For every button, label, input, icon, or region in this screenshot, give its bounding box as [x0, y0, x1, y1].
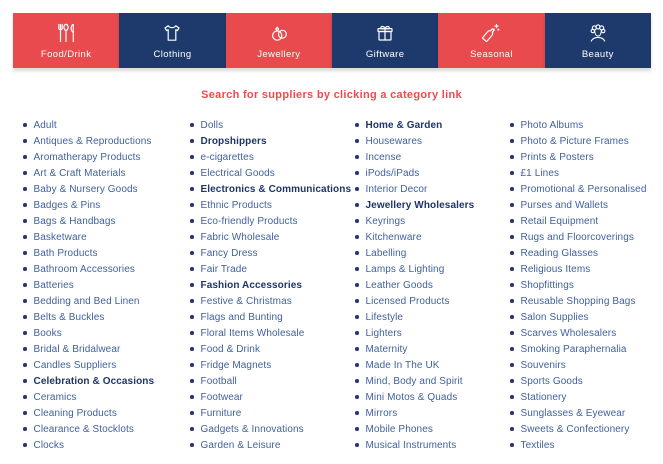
category-link-label: Reusable Shopping Bags — [520, 295, 636, 307]
category-link-label: Jewellery Wholesalers — [365, 199, 475, 211]
beauty-icon — [585, 21, 611, 45]
category-link-home-garden[interactable] — [355, 117, 500, 133]
bullet-icon — [23, 123, 27, 127]
category-link-salon-supplies[interactable] — [510, 309, 653, 325]
category-column-1 — [13, 117, 180, 453]
tab-jewellery[interactable] — [226, 13, 332, 68]
bullet-icon — [355, 267, 359, 271]
category-link-label: Promotional & Personalised — [520, 183, 647, 195]
bullet-icon — [190, 139, 194, 143]
category-link-food-drink[interactable] — [190, 341, 345, 357]
bullet-icon — [23, 299, 27, 303]
category-link-label: Reading Glasses — [520, 247, 599, 259]
category-link-label: Musical Instruments — [365, 439, 457, 451]
seasonal-icon — [478, 21, 504, 45]
category-link-label: Mini Motos & Quads — [365, 391, 458, 403]
category-link-licensed-products[interactable] — [355, 293, 500, 309]
category-link-keyrings[interactable] — [355, 213, 500, 229]
bullet-icon — [190, 219, 194, 223]
category-link-mini-motos-quads[interactable] — [355, 389, 500, 405]
category-tab-bar — [13, 13, 651, 68]
category-link-bridal-bridalwear[interactable] — [23, 341, 180, 357]
category-link-fair-trade[interactable] — [190, 261, 345, 277]
bullet-icon — [510, 395, 514, 399]
category-link-bathroom-accessories[interactable] — [23, 261, 180, 277]
category-link-musical-instruments[interactable] — [355, 437, 500, 453]
bullet-icon — [190, 123, 194, 127]
category-link-label: Fabric Wholesale — [200, 231, 280, 243]
category-link-smoking-paraphernalia[interactable] — [510, 341, 653, 357]
category-link-sports-goods[interactable] — [510, 373, 653, 389]
category-link-electrical-goods[interactable] — [190, 165, 345, 181]
bullet-icon — [355, 427, 359, 431]
category-link-stationery[interactable] — [510, 389, 653, 405]
bullet-icon — [355, 155, 359, 159]
category-link-label: Photo & Picture Frames — [520, 135, 629, 147]
category-link-mirrors[interactable] — [355, 405, 500, 421]
bullet-icon — [190, 363, 194, 367]
category-link-label: Mirrors — [365, 407, 398, 419]
bullet-icon — [23, 219, 27, 223]
bullet-icon — [23, 235, 27, 239]
category-link-sweets-confectionery[interactable] — [510, 421, 653, 437]
category-link-label: Candles Suppliers — [33, 359, 117, 371]
category-link-label: Interior Decor — [365, 183, 428, 195]
clothing-icon — [159, 21, 185, 45]
category-link-art-craft-materials[interactable] — [23, 165, 180, 181]
category-link-floral-items-wholesale[interactable] — [190, 325, 345, 341]
bullet-icon — [190, 443, 194, 447]
bullet-icon — [23, 251, 27, 255]
bullet-icon — [190, 379, 194, 383]
category-link-label: Mobile Phones — [365, 423, 433, 435]
bullet-icon — [510, 155, 514, 159]
bullet-icon — [190, 299, 194, 303]
category-link-label: Religious Items — [520, 263, 591, 275]
category-link-labelling[interactable] — [355, 245, 500, 261]
bullet-icon — [510, 283, 514, 287]
category-link-candles-suppliers[interactable] — [23, 357, 180, 373]
category-link-label: Clocks — [33, 439, 65, 451]
category-link-clocks[interactable] — [23, 437, 180, 453]
category-link-label: Bath Products — [33, 247, 98, 259]
category-link-mobile-phones[interactable] — [355, 421, 500, 437]
bullet-icon — [510, 331, 514, 335]
bullet-icon — [190, 187, 194, 191]
category-link-label: Floral Items Wholesale — [200, 327, 305, 339]
category-link-label: Dropshippers — [200, 135, 267, 147]
category-link-dropshippers[interactable] — [190, 133, 345, 149]
category-link-dolls[interactable] — [190, 117, 345, 133]
category-link-fridge-magnets[interactable] — [190, 357, 345, 373]
bullet-icon — [355, 123, 359, 127]
category-link-interior-decor[interactable] — [355, 181, 500, 197]
bullet-icon — [510, 139, 514, 143]
category-link-flags-and-bunting[interactable] — [190, 309, 345, 325]
category-link-label: Fashion Accessories — [200, 279, 303, 291]
category-link-bags-handbags[interactable] — [23, 213, 180, 229]
category-link-eco-friendly-products[interactable] — [190, 213, 345, 229]
tab-beauty[interactable] — [545, 13, 651, 68]
bullet-icon — [23, 203, 27, 207]
category-link-label: Fridge Magnets — [200, 359, 272, 371]
tab-label: Giftware — [365, 49, 405, 61]
category-link-mind-body-and-spirit[interactable] — [355, 373, 500, 389]
bullet-icon — [190, 251, 194, 255]
category-link-label: Made In The UK — [365, 359, 440, 371]
bullet-icon — [23, 427, 27, 431]
tab-clothing[interactable] — [119, 13, 225, 68]
category-link-aromatherapy-products[interactable] — [23, 149, 180, 165]
page-title: Search for suppliers by clicking a category link — [201, 89, 462, 101]
bullet-icon — [190, 171, 194, 175]
category-link-promotional-personalised[interactable] — [510, 181, 653, 197]
category-link-label: Licensed Products — [365, 295, 450, 307]
bullet-icon — [190, 411, 194, 415]
category-link-jewellery-wholesalers[interactable] — [355, 197, 500, 213]
category-link-reusable-shopping-bags[interactable] — [510, 293, 653, 309]
category-link-festive-christmas[interactable] — [190, 293, 345, 309]
bullet-icon — [23, 347, 27, 351]
category-link-made-in-the-uk[interactable] — [355, 357, 500, 373]
category-link-label: e-cigarettes — [200, 151, 254, 163]
category-link-ipods-ipads[interactable] — [355, 165, 500, 181]
category-link-maternity[interactable] — [355, 341, 500, 357]
category-link-e-cigarettes[interactable] — [190, 149, 345, 165]
category-link-label: Fair Trade — [200, 263, 248, 275]
category-link-textiles[interactable] — [510, 437, 653, 453]
category-link-label: Sports Goods — [520, 375, 583, 387]
bullet-icon — [355, 139, 359, 143]
category-link-cleaning-products[interactable] — [23, 405, 180, 421]
category-link-label: Art & Craft Materials — [33, 167, 126, 179]
category-link-label: Smoking Paraphernalia — [520, 343, 627, 355]
category-link-basketware[interactable] — [23, 229, 180, 245]
bullet-icon — [355, 315, 359, 319]
bullet-icon — [510, 187, 514, 191]
category-column-4 — [500, 117, 653, 453]
category-link-label: Incense — [365, 151, 402, 163]
category-link-label: Bridal & Bridalwear — [33, 343, 121, 355]
bullet-icon — [23, 139, 27, 143]
tab-food-drink[interactable] — [13, 13, 119, 68]
category-link-label: Maternity — [365, 343, 408, 355]
category-link-label: Food & Drink — [200, 343, 261, 355]
category-link-lighters[interactable] — [355, 325, 500, 341]
category-link-antiques-reproductions[interactable] — [23, 133, 180, 149]
bullet-icon — [355, 443, 359, 447]
category-link-kitchenware[interactable] — [355, 229, 500, 245]
category-link-label: Lighters — [365, 327, 402, 339]
category-link-label: Sweets & Confectionery — [520, 423, 630, 435]
tab-label: Food/Drink — [40, 49, 92, 61]
category-link-label: £1 Lines — [520, 167, 560, 179]
category-link-label: Purses and Wallets — [520, 199, 609, 211]
category-link-label: Footwear — [200, 391, 243, 403]
category-link-label: Housewares — [365, 135, 423, 147]
category-link-ethnic-products[interactable] — [190, 197, 345, 213]
category-link-incense[interactable] — [355, 149, 500, 165]
bullet-icon — [190, 283, 194, 287]
category-link-label: Fancy Dress — [200, 247, 258, 259]
bullet-icon — [190, 203, 194, 207]
bullet-icon — [190, 331, 194, 335]
category-link-label: Aromatherapy Products — [33, 151, 141, 163]
bullet-icon — [510, 171, 514, 175]
bullet-icon — [510, 267, 514, 271]
bullet-icon — [510, 251, 514, 255]
giftware-icon — [372, 21, 398, 45]
category-link-books[interactable] — [23, 325, 180, 341]
category-link-label: Celebration & Occasions — [33, 375, 155, 387]
category-link-religious-items[interactable] — [510, 261, 653, 277]
category-link-football[interactable] — [190, 373, 345, 389]
category-link-label: Gadgets & Innovations — [200, 423, 304, 435]
category-link-fancy-dress[interactable] — [190, 245, 345, 261]
category-link-label: Textiles — [520, 439, 555, 451]
bullet-icon — [23, 155, 27, 159]
category-link-label: Dolls — [200, 119, 224, 131]
category-link-label: Souvenirs — [520, 359, 566, 371]
bullet-icon — [510, 443, 514, 447]
category-link-purses-and-wallets[interactable] — [510, 197, 653, 213]
bullet-icon — [23, 395, 27, 399]
category-link-label: Antiques & Reproductions — [33, 135, 152, 147]
tab-label: Clothing — [153, 49, 192, 61]
bullet-icon — [510, 203, 514, 207]
category-link-prints-posters[interactable] — [510, 149, 653, 165]
category-link-souvenirs[interactable] — [510, 357, 653, 373]
category-link-shopfittings[interactable] — [510, 277, 653, 293]
bullet-icon — [190, 235, 194, 239]
category-link-bath-products[interactable] — [23, 245, 180, 261]
category-link-label: Football — [200, 375, 237, 387]
category-link-celebration-occasions[interactable] — [23, 373, 180, 389]
bullet-icon — [23, 331, 27, 335]
bullet-icon — [510, 123, 514, 127]
bullet-icon — [23, 187, 27, 191]
category-link-label: Clearance & Stocklots — [33, 423, 134, 435]
category-link-label: Home & Garden — [365, 119, 443, 131]
category-link-label: Leather Goods — [365, 279, 433, 291]
category-link-label: Books — [33, 327, 62, 339]
bullet-icon — [190, 395, 194, 399]
category-link-batteries[interactable] — [23, 277, 180, 293]
category-link-clearance-stocklots[interactable] — [23, 421, 180, 437]
category-link-reading-glasses[interactable] — [510, 245, 653, 261]
bullet-icon — [190, 267, 194, 271]
tab-label: Jewellery — [257, 49, 301, 61]
food-drink-icon — [53, 21, 79, 45]
category-link-label: Garden & Leisure — [200, 439, 281, 451]
bullet-icon — [190, 315, 194, 319]
category-link-fashion-accessories[interactable] — [190, 277, 345, 293]
bullet-icon — [23, 379, 27, 383]
category-link-label: Keyrings — [365, 215, 406, 227]
bullet-icon — [510, 379, 514, 383]
category-link-housewares[interactable] — [355, 133, 500, 149]
bullet-icon — [23, 283, 27, 287]
bullet-icon — [355, 219, 359, 223]
tab-label: Seasonal — [470, 49, 513, 61]
bullet-icon — [190, 347, 194, 351]
bullet-icon — [355, 395, 359, 399]
bullet-icon — [355, 187, 359, 191]
category-link-label: Electronics & Communications — [200, 183, 352, 195]
bullet-icon — [510, 427, 514, 431]
category-link-photo-picture-frames[interactable] — [510, 133, 653, 149]
bullet-icon — [355, 331, 359, 335]
category-link-label: Scarves Wholesalers — [520, 327, 617, 339]
category-link-label: Adult — [33, 119, 57, 131]
bullet-icon — [355, 283, 359, 287]
bullet-icon — [355, 379, 359, 383]
category-link-rugs-and-floorcoverings[interactable] — [510, 229, 653, 245]
category-link-label: Bathroom Accessories — [33, 263, 135, 275]
bullet-icon — [355, 347, 359, 351]
bullet-icon — [355, 411, 359, 415]
category-link-label: Ethnic Products — [200, 199, 273, 211]
category-link-belts-buckles[interactable] — [23, 309, 180, 325]
category-link-columns — [13, 117, 653, 453]
category-link-scarves-wholesalers[interactable] — [510, 325, 653, 341]
category-link-label: Kitchenware — [365, 231, 422, 243]
category-link-baby-nursery-goods[interactable] — [23, 181, 180, 197]
category-link-label: iPods/iPads — [365, 167, 420, 179]
category-link-label: Labelling — [365, 247, 407, 259]
category-link-label: Electrical Goods — [200, 167, 275, 179]
bullet-icon — [510, 219, 514, 223]
bullet-icon — [510, 363, 514, 367]
category-link-label: Badges & Pins — [33, 199, 101, 211]
category-link-label: Ceramics — [33, 391, 77, 403]
bullet-icon — [355, 363, 359, 367]
bullet-icon — [355, 171, 359, 175]
bullet-icon — [510, 411, 514, 415]
category-link-garden-leisure[interactable] — [190, 437, 345, 453]
bullet-icon — [190, 155, 194, 159]
category-link-1-lines[interactable] — [510, 165, 653, 181]
category-link-photo-albums[interactable] — [510, 117, 653, 133]
bullet-icon — [23, 315, 27, 319]
category-column-3 — [345, 117, 500, 453]
category-link-footwear[interactable] — [190, 389, 345, 405]
category-link-label: Shopfittings — [520, 279, 574, 291]
bullet-icon — [355, 235, 359, 239]
category-link-electronics-communications[interactable] — [190, 181, 352, 197]
category-link-label: Furniture — [200, 407, 242, 419]
bullet-icon — [355, 299, 359, 303]
bullet-icon — [23, 411, 27, 415]
category-link-label: Prints & Posters — [520, 151, 594, 163]
category-link-label: Photo Albums — [520, 119, 584, 131]
category-link-fabric-wholesale[interactable] — [190, 229, 345, 245]
category-link-label: Mind, Body and Spirit — [365, 375, 463, 387]
category-link-furniture[interactable] — [190, 405, 345, 421]
category-link-label: Salon Supplies — [520, 311, 589, 323]
category-link-label: Rugs and Floorcoverings — [520, 231, 634, 243]
tab-seasonal[interactable] — [438, 13, 544, 68]
category-column-2 — [180, 117, 352, 453]
category-link-lamps-lighting[interactable] — [355, 261, 500, 277]
bullet-icon — [23, 171, 27, 175]
bullet-icon — [510, 315, 514, 319]
category-link-leather-goods[interactable] — [355, 277, 500, 293]
bullet-icon — [510, 235, 514, 239]
category-link-label: Baby & Nursery Goods — [33, 183, 138, 195]
tab-label: Beauty — [581, 49, 614, 61]
category-link-label: Belts & Buckles — [33, 311, 105, 323]
category-link-retail-equipment[interactable] — [510, 213, 653, 229]
category-link-label: Festive & Christmas — [200, 295, 292, 307]
bullet-icon — [510, 299, 514, 303]
category-link-adult[interactable] — [23, 117, 180, 133]
bullet-icon — [510, 347, 514, 351]
category-link-lifestyle[interactable] — [355, 309, 500, 325]
category-link-label: Flags and Bunting — [200, 311, 283, 323]
jewellery-icon — [266, 21, 292, 45]
category-link-label: Lamps & Lighting — [365, 263, 445, 275]
category-link-badges-pins[interactable] — [23, 197, 180, 213]
bullet-icon — [23, 267, 27, 271]
category-link-gadgets-innovations[interactable] — [190, 421, 345, 437]
category-link-label: Eco-friendly Products — [200, 215, 298, 227]
bullet-icon — [355, 251, 359, 255]
category-link-bedding-and-bed-linen[interactable] — [23, 293, 180, 309]
category-link-ceramics[interactable] — [23, 389, 180, 405]
category-link-label: Bags & Handbags — [33, 215, 116, 227]
category-link-label: Batteries — [33, 279, 74, 291]
bullet-icon — [190, 427, 194, 431]
category-link-label: Lifestyle — [365, 311, 404, 323]
category-link-label: Bedding and Bed Linen — [33, 295, 140, 307]
bullet-icon — [355, 203, 359, 207]
category-link-label: Cleaning Products — [33, 407, 117, 419]
bullet-icon — [23, 363, 27, 367]
category-link-label: Sunglasses & Eyewear — [520, 407, 626, 419]
category-link-label: Stationery — [520, 391, 567, 403]
tab-giftware[interactable] — [332, 13, 438, 68]
bullet-icon — [23, 443, 27, 447]
category-link-label: Basketware — [33, 231, 87, 243]
category-link-label: Retail Equipment — [520, 215, 599, 227]
category-link-sunglasses-eyewear[interactable] — [510, 405, 653, 421]
